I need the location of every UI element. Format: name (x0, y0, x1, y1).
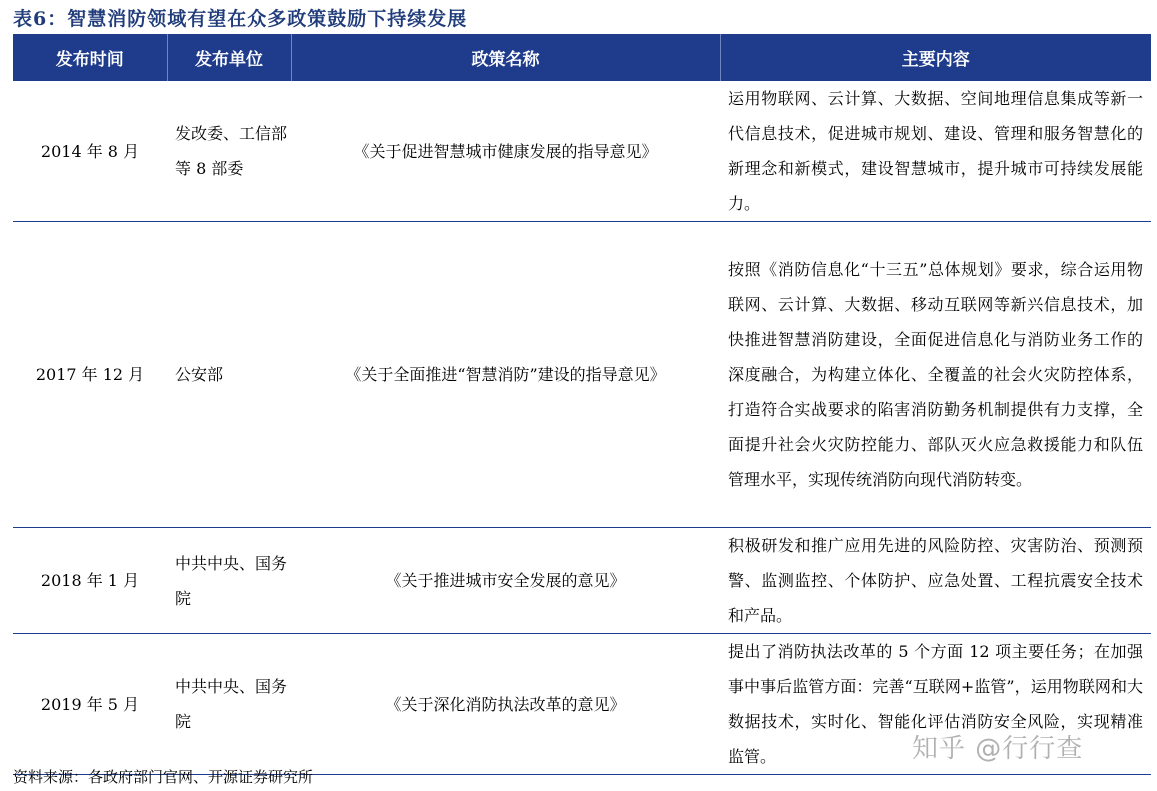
cell-policy: 《关于全面推进“智慧消防”建设的指导意见》 (291, 222, 720, 528)
cell-unit: 公安部 (167, 222, 291, 528)
cell-policy: 《关于推进城市安全发展的意见》 (291, 528, 720, 634)
cell-date: 2018 年 1 月 (13, 528, 167, 634)
header-date: 发布时间 (13, 34, 167, 81)
cell-content: 提出了消防执法改革的 5 个方面 12 项主要任务；在加强事中事后监管方面：完善“互联网+监管”，运用物联网和大数据技术，实时化、智能化评估消防安全风险，实现精准监管。 (720, 634, 1151, 775)
header-content: 主要内容 (720, 34, 1151, 81)
policy-table (13, 34, 1151, 775)
cell-unit: 中共中央、国务院 (167, 634, 291, 775)
header-policy: 政策名称 (291, 34, 720, 81)
cell-content: 按照《消防信息化“十三五”总体规划》要求，综合运用物联网、云计算、大数据、移动互联网等新兴信息技术，加快推进智慧消防建设，全面促进信息化与消防业务工作的深度融合，为构建立体化、全覆盖的社会火灾防控体系，打造符合实战要求的陷害消防勤务机制提供有力支撑，全面提升社会火灾防控能力、部队灭火应急救援能力和队伍管理水平，实现传统消防向现代消防转变。 (720, 222, 1151, 528)
table-row (13, 81, 1151, 222)
cell-unit: 发改委、工信部等 8 部委 (167, 81, 291, 222)
source-note: 资料来源：各政府部门官网、开源证券研究所 (13, 768, 314, 786)
cell-policy: 《关于深化消防执法改革的意见》 (291, 634, 720, 775)
table-row (13, 528, 1151, 634)
cell-date: 2017 年 12 月 (13, 222, 167, 528)
cell-date: 2019 年 5 月 (13, 634, 167, 775)
cell-date: 2014 年 8 月 (13, 81, 167, 222)
header-row (13, 34, 1151, 81)
table-row (13, 222, 1151, 528)
watermark: 知乎 @行行查 (912, 734, 1084, 764)
table-title: 表6：智慧消防领域有望在众多政策鼓励下持续发展 (13, 8, 468, 30)
cell-content: 积极研发和推广应用先进的风险防控、灾害防治、预测预警、监测监控、个体防护、应急处置、工程抗震安全技术和产品。 (720, 528, 1151, 634)
header-unit: 发布单位 (167, 34, 291, 81)
cell-policy: 《关于促进智慧城市健康发展的指导意见》 (291, 81, 720, 222)
cell-content: 运用物联网、云计算、大数据、空间地理信息集成等新一代信息技术，促进城市规划、建设、管理和服务智慧化的新理念和新模式，建设智慧城市，提升城市可持续发展能力。 (720, 81, 1151, 222)
cell-unit: 中共中央、国务院 (167, 528, 291, 634)
